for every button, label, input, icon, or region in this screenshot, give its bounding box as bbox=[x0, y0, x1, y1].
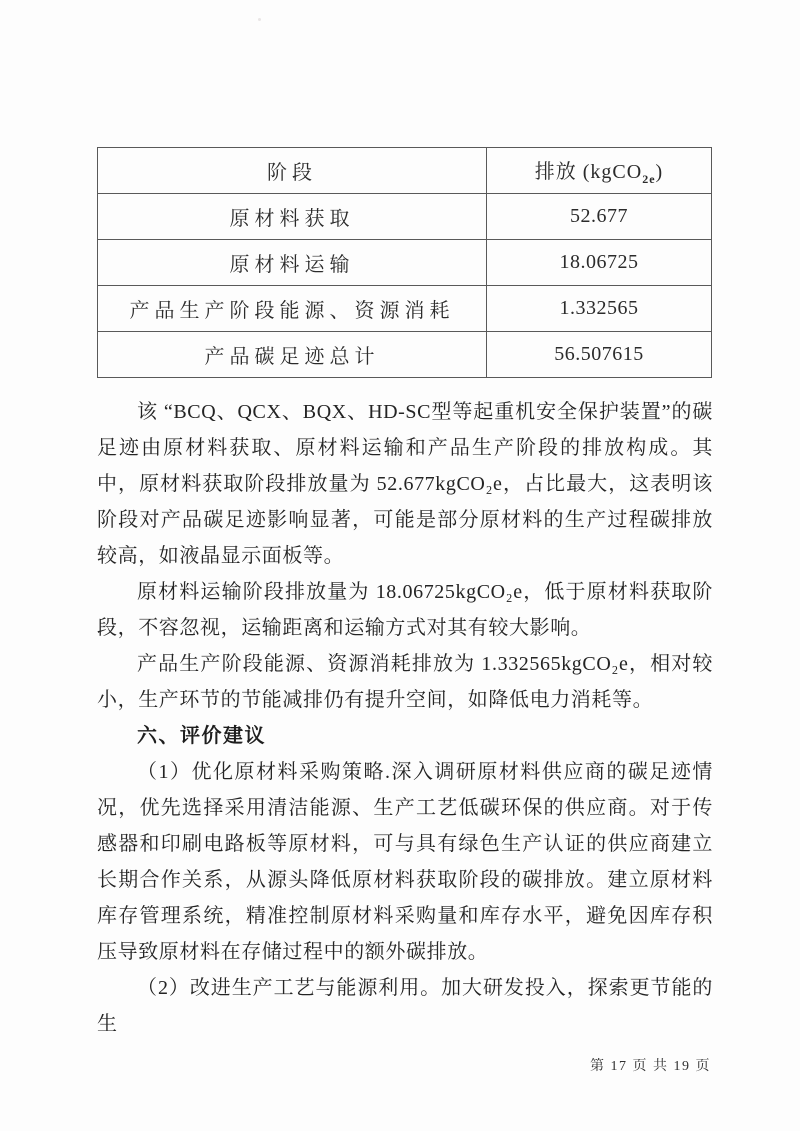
stage-cell: 产品碳足迹总计 bbox=[98, 332, 487, 378]
emission-cell: 1.332565 bbox=[487, 286, 712, 332]
section-heading-evaluation-suggestions: 六、评价建议 bbox=[137, 725, 266, 747]
table-row bbox=[98, 332, 712, 378]
emission-cell: 18.06725 bbox=[487, 240, 712, 286]
body-text-block bbox=[97, 394, 713, 1042]
paragraph-suggestion-1: （1）优化原材料采购策略.深入调研原材料供应商的碳足迹情况，优先选择采用清洁能源、生产工艺低碳环保的供应商。对于传感器和印刷电路板等原材料，可与具有绿色生产认证的供应商建立长期合作关系，从源头降低原材料获取阶段的碳排放。建立原材料库存管理系统，精准控制原材料采购量和库存水平，避免因库存积压导致原材料在存储过程中的额外碳排放。 bbox=[97, 761, 713, 963]
emission-cell: 56.507615 bbox=[487, 332, 712, 378]
paragraph-production-stage: 产品生产阶段能源、资源消耗排放为 1.332565kgCO₂e，相对较小，生产环节的节能减排仍有提升空间，如降低电力消耗等。 bbox=[97, 653, 713, 711]
emission-unit-subscript: 2e bbox=[642, 171, 656, 186]
stage-cell: 产品生产阶段能源、资源消耗 bbox=[98, 286, 487, 332]
table-header-stage: 阶段 bbox=[98, 148, 487, 194]
emission-cell: 52.677 bbox=[487, 194, 712, 240]
page-number-indicator: 第 17 页 共 19 页 bbox=[590, 1059, 711, 1074]
paragraph-transport-stage: 原材料运输阶段排放量为 18.06725kgCO₂e，低于原材料获取阶段，不容忽视，运输距离和运输方式对其有较大影响。 bbox=[97, 581, 713, 639]
table-header-row bbox=[98, 148, 712, 194]
table-row bbox=[98, 194, 712, 240]
carbon-emission-table bbox=[97, 147, 712, 378]
table-header-emission bbox=[487, 148, 712, 194]
stage-cell: 原材料运输 bbox=[98, 240, 487, 286]
scan-artifact-dot bbox=[258, 18, 261, 21]
paragraph-suggestion-2: （2）改进生产工艺与能源利用。加大研发投入，探索更节能的生 bbox=[97, 977, 713, 1035]
table-row bbox=[98, 240, 712, 286]
paragraph-footprint-overview: 该 “BCQ、QCX、BQX、HD-SC型等起重机安全保护装置”的碳足迹由原材料获取、原材料运输和产品生产阶段的排放构成。其中，原材料获取阶段排放量为 52.677kgCO₂e，占比最大，这表明该阶段对产品碳足迹影响显著，可能是部分原材料的生产过程碳排放较高，如液晶显示面板等。 bbox=[97, 401, 713, 567]
stage-cell: 原材料获取 bbox=[98, 194, 487, 240]
emission-unit-pre: 排放 (kgCO bbox=[534, 160, 643, 183]
table-row bbox=[98, 286, 712, 332]
emission-unit-post: ) bbox=[655, 160, 664, 183]
